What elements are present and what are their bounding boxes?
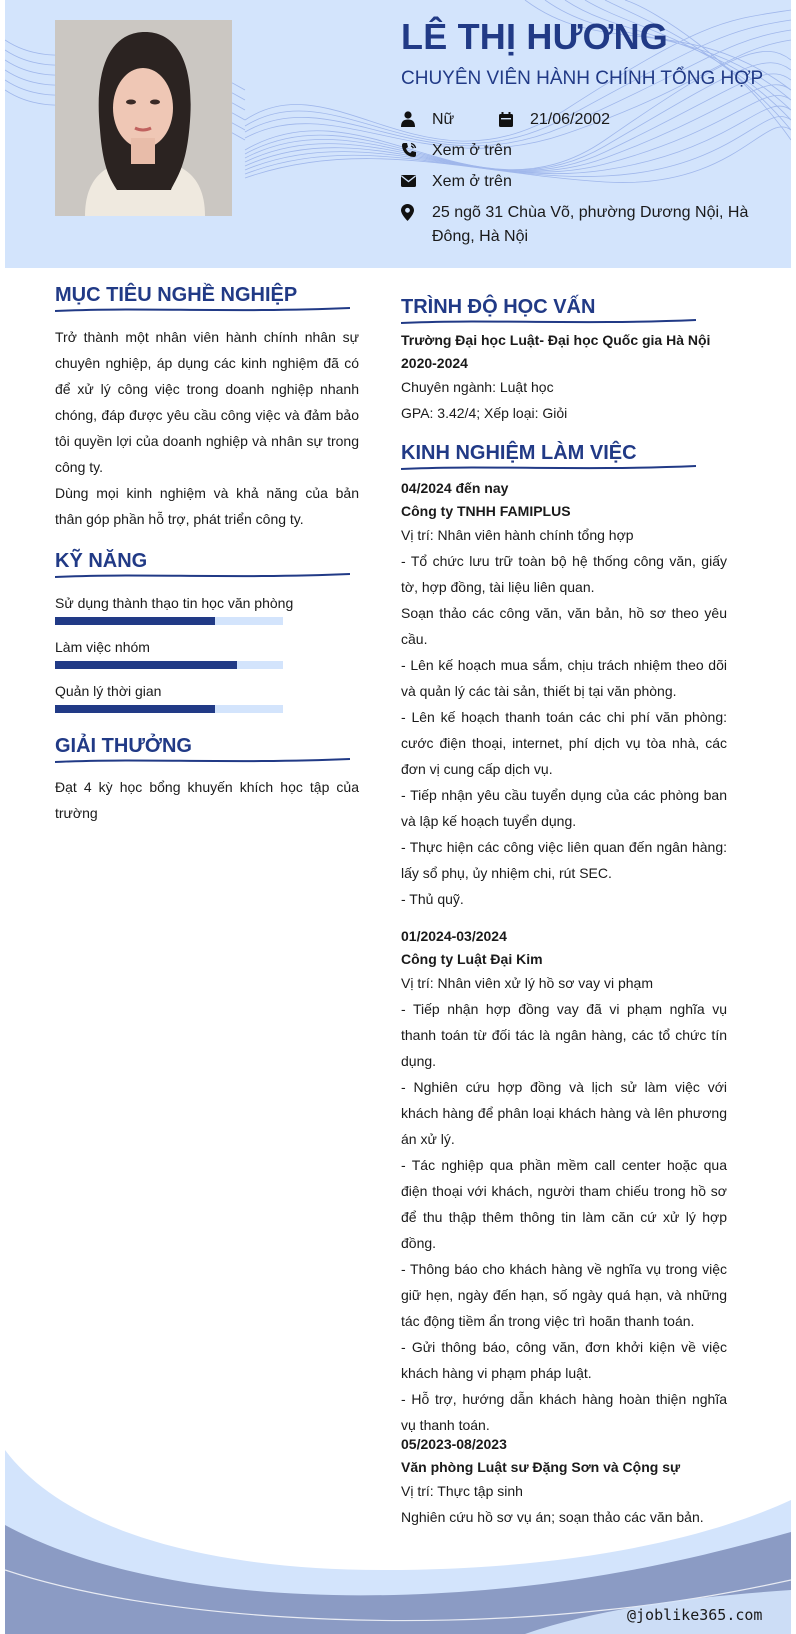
resume-page [5,0,791,1634]
job-company: Công ty Luật Đại Kim [401,951,543,967]
skill-fill-teamwork [55,661,237,669]
candidate-name: LÊ THỊ HƯƠNG [401,16,668,57]
education-underline [401,318,696,326]
job-entry [401,1432,727,1530]
phone-icon [401,139,432,161]
email-value: Xem ở trên [432,173,512,190]
job-company: Văn phòng Luật sư Đặng Sơn và Cộng sự [401,1459,681,1475]
watermark: @joblike365.com [627,1606,763,1624]
job-line: - Tổ chức lưu trữ toàn bộ hệ thống công văn, giấy tờ, hợp đồng, tài liệu liên quan. [401,553,727,595]
map-pin-icon [401,201,432,223]
skill-label-time: Quản lý thời gian [55,683,162,699]
education-major: Chuyên ngành: Luật học [401,379,554,395]
objective-paragraph-1: Trở thành một nhân viên hành chính nhân sự chuyên nghiệp, áp dụng các kinh nghiệm đã có để xử lý công việc trong doanh nghiệp nhanh chóng, đáp được yêu cầu công việc và đảm bảo tôi quyền lợi của doanh nghiệp và nhân sự trong công ty. [55,329,359,475]
job-line: - Tác nghiệp qua phần mềm call center hoặc qua điện thoại với khách, người tham chiếu trong hồ sơ để thu thập thêm thông tin làm căn cứ xử lý hợp đồng. [401,1157,727,1251]
birthday-value: 21/06/2002 [530,111,611,128]
envelope-icon [401,170,432,192]
skill-fill-office [55,617,215,625]
education-years: 2020-2024 [401,355,468,371]
job-line: Nghiên cứu hồ sơ vụ án; soạn thảo các văn bản. [401,1509,704,1525]
address-value: 25 ngõ 31 Chùa Võ, phường Dương Nội, Hà Đông, Hà Nội [432,204,749,245]
job-line: - Thông báo cho khách hàng về nghĩa vụ trong việc giữ hẹn, ngày đến hạn, số ngày quá hạn, và những tác động tiềm ẩn trong việc trì hoãn thanh toán. [401,1261,727,1329]
profile-photo [55,20,232,216]
job-company: Công ty TNHH FAMIPLUS [401,503,571,519]
job-line: - Thủ quỹ. [401,891,464,907]
job-date: 01/2024-03/2024 [401,928,507,944]
job-line: - Tiếp nhận yêu cầu tuyển dụng của các phòng ban và lập kế hoạch tuyển dụng. [401,787,727,829]
awards-underline [55,757,350,765]
portrait-image [55,20,232,216]
education-title: TRÌNH ĐỘ HỌC VẤN [401,296,596,318]
skills-title: KỸ NĂNG [55,550,148,572]
email-row [401,170,512,194]
awards-text: Đạt 4 kỳ học bổng khuyến khích học tập của trường [55,779,359,821]
job-line: Vị trí: Nhân viên hành chính tổng hợp [401,527,634,543]
skills-underline [55,572,350,580]
skill-label-office: Sử dụng thành thạo tin học văn phòng [55,595,294,611]
job-line: - Hỗ trợ, hướng dẫn khách hàng hoàn thiện nghĩa vụ thanh toán. [401,1391,727,1433]
education-gpa: GPA: 3.42/4; Xếp loại: Giỏi [401,405,568,421]
skill-fill-time [55,705,215,713]
job-line: Vị trí: Thực tập sinh [401,1483,523,1499]
job-entry [401,924,727,1438]
skill-bar-office [55,617,283,625]
job-entry [401,476,727,912]
experience-title: KINH NGHIỆM LÀM VIỆC [401,442,637,464]
candidate-title: CHUYÊN VIÊN HÀNH CHÍNH TỔNG HỢP [401,68,764,89]
skill-label-teamwork: Làm việc nhóm [55,639,150,655]
job-date: 04/2024 đến nay [401,480,509,496]
job-line: Soạn thảo các công văn, văn bản, hồ sơ theo yêu cầu. [401,605,727,647]
awards-title: GIẢI THƯỞNG [55,735,192,757]
experience-underline [401,464,696,472]
phone-value: Xem ở trên [432,142,512,159]
job-line: - Lên kế hoạch thanh toán các chi phí văn phòng: cước điện thoại, internet, phí dịch vụ tòa nhà, các đơn vị cung cấp dịch vụ. [401,709,727,777]
skill-bar-time [55,705,283,713]
calendar-icon [499,108,530,130]
job-line: - Lên kế hoạch mua sắm, chịu trách nhiệm theo dõi và quản lý các tài sản, thiết bị tại văn phòng. [401,657,727,699]
job-line: - Tiếp nhận hợp đồng vay đã vi phạm nghĩa vụ thanh toán từ đối tác là ngân hàng, các tổ chức tín dụng. [401,1001,727,1069]
gender-row [401,108,610,132]
gender-value: Nữ [432,111,455,128]
job-line: - Nghiên cứu hợp đồng và lịch sử làm việc với khách hàng để phân loại khách hàng và lên phương án xử lý. [401,1079,727,1147]
job-line: - Gửi thông báo, công văn, đơn khởi kiện về việc khách hàng vi phạm pháp luật. [401,1339,727,1381]
objective-underline [55,306,350,314]
education-school: Trường Đại học Luật- Đại học Quốc gia Hà Nội [401,332,711,348]
resume-header [5,0,791,268]
skill-bar-teamwork [55,661,283,669]
job-date: 05/2023-08/2023 [401,1436,507,1452]
user-icon [401,108,432,130]
address-row [401,201,752,249]
phone-row [401,139,512,163]
job-line: - Thực hiện các công việc liên quan đến ngân hàng: lấy sổ phụ, ủy nhiệm chi, rút SEC. [401,839,727,881]
objective-paragraph-2: Dùng mọi kinh nghiệm và khả năng của bản thân góp phần hỗ trợ, phát triển công ty. [55,485,359,527]
objective-title: MỤC TIÊU NGHỀ NGHIỆP [55,284,298,306]
job-line: Vị trí: Nhân viên xử lý hồ sơ vay vi phạm [401,975,653,991]
